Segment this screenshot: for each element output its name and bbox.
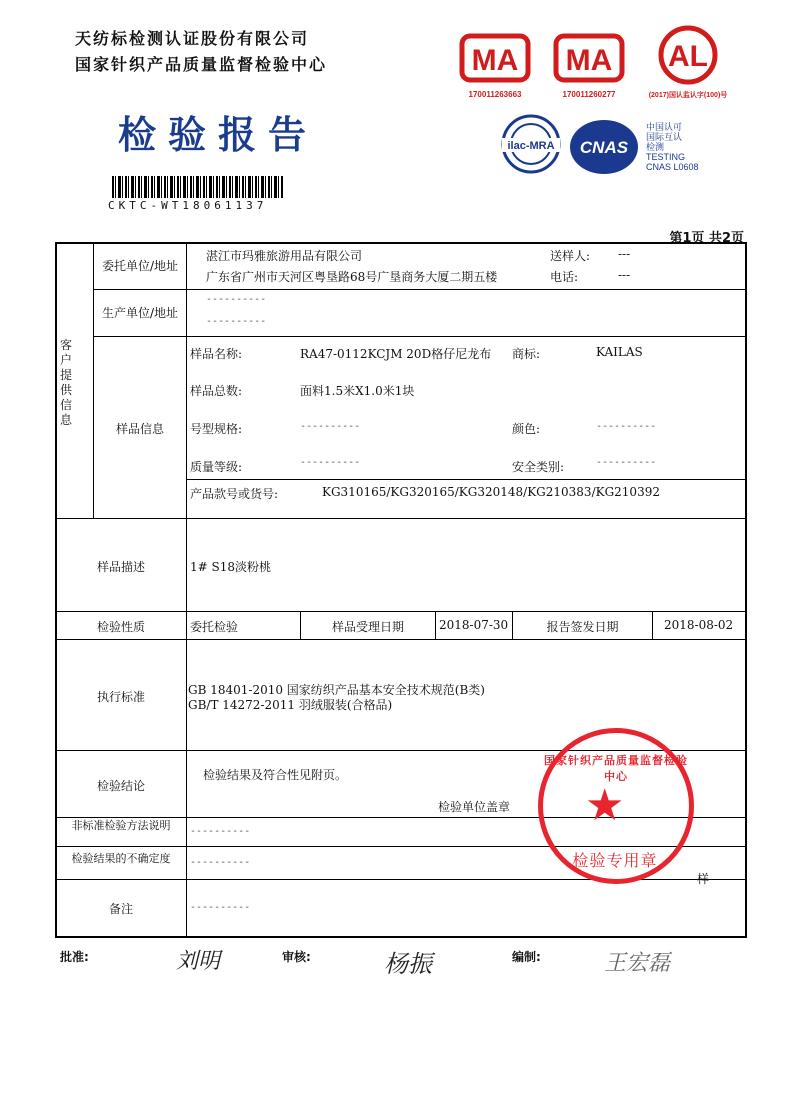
client-name: 湛江市玛雅旅游用品有限公司 — [206, 249, 363, 263]
quantity-label: 样品总数: — [190, 384, 243, 398]
client-label: 委托单位/地址 — [101, 259, 179, 273]
cnas-logo — [566, 116, 642, 182]
safety-value: ---------- — [596, 457, 657, 468]
sender-label: 送样人: — [550, 249, 591, 263]
producer-value-1: ---------- — [206, 294, 267, 305]
nonstandard-label: 非标准检验方法说明 — [71, 819, 171, 832]
issued-date-label: 报告签发日期 — [546, 620, 619, 634]
svg-text:MA: MA — [565, 44, 613, 77]
cal-number: (2017)国认监认字(100)号 — [648, 92, 728, 99]
cma-number-2: 170011260277 — [562, 90, 616, 99]
cma-logo-2 — [550, 30, 628, 99]
nonstandard-value: ---------- — [190, 826, 251, 837]
standards-label: 执行标准 — [96, 690, 145, 704]
model-value: ---------- — [300, 421, 361, 432]
seal-note: 检验单位盖章 — [438, 800, 511, 814]
review-label: 审核: — [282, 950, 311, 964]
cma-logo-1 — [456, 30, 534, 99]
org-subname: 国家针织产品质量监督检验中心 — [75, 55, 328, 74]
uncertainty-label: 检验结果的不确定度 — [71, 852, 171, 865]
approve-signature: 刘明 — [176, 949, 221, 974]
approve-label: 批准: — [60, 950, 89, 964]
description-label: 样品描述 — [96, 560, 145, 574]
cal-logo — [638, 24, 738, 100]
sample-name-value: RA47-0112KCJM 20D格仔尼龙布 — [300, 347, 492, 361]
grade-label: 质量等级: — [190, 460, 243, 474]
remarks-label: 备注 — [108, 902, 133, 916]
page-indicator: 第1页 共2页 — [669, 231, 744, 246]
client-address: 广东省广州市天河区粤垦路68号广垦商务大厦二期五楼 — [206, 270, 498, 284]
barcode — [112, 176, 284, 198]
client-info-section-label: 客户提供信息 — [59, 338, 72, 427]
sample-mark: 样 — [697, 872, 710, 886]
cnas-logo-text: CNAS — [579, 138, 629, 157]
safety-label: 安全类别: — [512, 460, 565, 474]
model-label: 号型规格: — [190, 422, 243, 436]
sample-name-label: 样品名称: — [190, 347, 243, 361]
item-number-value: KG310165/KG320165/KG320148/KG210383/KG210392 — [322, 485, 660, 499]
report-title: 检验报告 — [118, 113, 319, 157]
conclusion-label: 检验结论 — [96, 779, 145, 793]
color-value: ---------- — [596, 421, 657, 432]
cma-number-1: 170011263663 — [468, 90, 522, 99]
cnas-caption: 中国认可 国际互认 检测 TESTING CNAS L0608 — [646, 122, 699, 172]
standard-1: GB 18401-2010 国家纺织产品基本安全技术规范(B类) — [188, 683, 485, 697]
compile-signature: 王宏磊 — [604, 951, 671, 976]
quantity-value: 面料1.5米X1.0米1块 — [300, 384, 415, 398]
phone-label: 电话: — [550, 270, 579, 284]
ilac-text: ilac-MRA — [507, 140, 555, 152]
producer-label: 生产单位/地址 — [101, 306, 179, 320]
report-number: CKTC-WT18061137 — [108, 199, 268, 212]
received-date-label: 样品受理日期 — [331, 620, 404, 634]
stamp-star-icon: ★ — [585, 780, 625, 831]
inspection-nature-label: 检验性质 — [96, 620, 145, 634]
brand-value: KAILAS — [596, 345, 643, 359]
item-number-label: 产品款号或货号: — [190, 487, 279, 501]
inspection-nature-value: 委托检验 — [190, 620, 239, 634]
phone-value: --- — [618, 268, 631, 282]
grade-value: ---------- — [300, 457, 361, 468]
ilac-mra-logo — [498, 112, 564, 184]
description-value: 1# S18淡粉桃 — [190, 560, 271, 574]
svg-text:MA: MA — [471, 44, 519, 77]
stamp-seal-text: 检验专用章 — [572, 851, 658, 870]
remarks-value: ---------- — [190, 902, 251, 913]
svg-text:AL: AL — [668, 40, 708, 73]
stamp-org-text: 国家针织产品质量监督检验中心 — [544, 754, 688, 783]
producer-value-2: ---------- — [206, 316, 267, 327]
standard-2: GB/T 14272-2011 羽绒服装(合格品) — [188, 698, 393, 712]
compile-label: 编制: — [512, 950, 541, 964]
org-name: 天纺标检测认证股份有限公司 — [75, 29, 310, 48]
review-signature: 杨振 — [384, 950, 432, 978]
conclusion-text: 检验结果及符合性见附页。 — [203, 768, 348, 782]
received-date-value: 2018-07-30 — [439, 618, 509, 632]
color-label: 颜色: — [512, 422, 541, 436]
uncertainty-value: ---------- — [190, 857, 251, 868]
sender-value: --- — [618, 247, 631, 261]
issued-date-value: 2018-08-02 — [664, 618, 734, 632]
sample-info-label: 样品信息 — [115, 422, 164, 436]
brand-label: 商标: — [512, 347, 541, 361]
